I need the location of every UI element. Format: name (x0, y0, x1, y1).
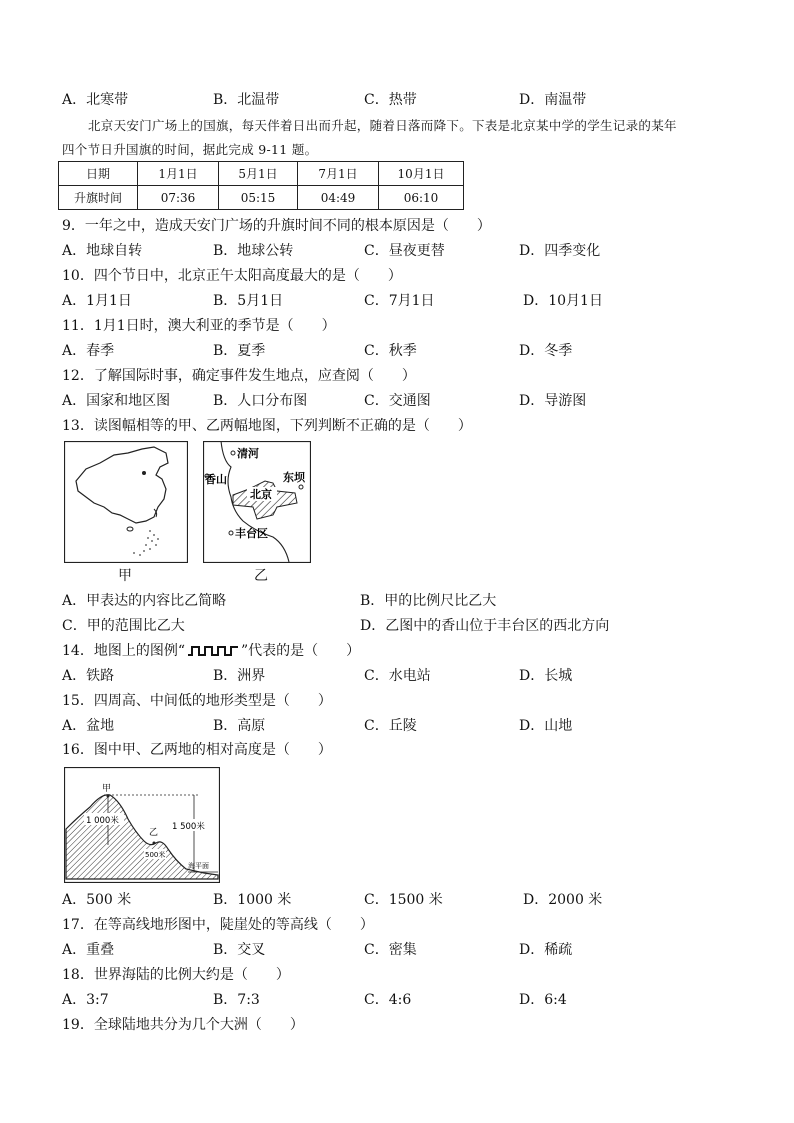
q8-option-d: D．南温带 (519, 92, 587, 108)
table-cell: 07:36 (138, 186, 219, 210)
hainan-island (127, 527, 133, 531)
table-cell: 05:15 (219, 186, 298, 210)
q15-stem: 15．四周高、中间低的地形类型是（ ） (62, 693, 332, 709)
sea-level-label: 海平面 (188, 862, 209, 870)
q15-option-b: B．高原 (213, 718, 266, 734)
table-header: 5月1日 (219, 162, 298, 186)
q11-stem: 11．1月1日时，澳大利亚的季节是（ ） (62, 318, 336, 334)
q17-option-d: D．稀疏 (519, 942, 573, 958)
q12-option-c: C．交通图 (364, 393, 431, 409)
q9-option-a: A．地球自转 (62, 243, 143, 259)
yi-point (153, 842, 156, 845)
q16-option-c: C．1500 米 (364, 892, 443, 908)
q18-option-b: B．7:3 (213, 992, 260, 1008)
q15-option-d: D．山地 (519, 718, 573, 734)
terrain-profile (64, 767, 220, 883)
map-yi-caption: 乙 (254, 568, 268, 584)
q13-stem: 13．读图幅相等的甲、乙两幅地图，下列判断不正确的是（ ） (62, 418, 472, 434)
q14-option-a: A．铁路 (62, 668, 115, 684)
q17-stem: 17．在等高线地形图中，陡崖处的等高线（ ） (62, 917, 374, 933)
q18-option-a: A．3:7 (62, 992, 109, 1008)
h1500-label: 1 500米 (172, 822, 205, 832)
q10-option-a: A．1月1日 (62, 293, 132, 309)
q15-option-a: A．盆地 (62, 718, 115, 734)
q10-option-c: C．7月1日 (364, 293, 435, 309)
beijing-dot (142, 471, 146, 475)
q14-stem-before: 14．地图上的图例“ (62, 643, 185, 659)
q12-option-d: D．导游图 (519, 393, 587, 409)
intro-line-1: 北京天安门广场上的国旗，每天伴着日出而升起，随着日落而降下。下表是北京某中学的学生记录的某年 (88, 118, 677, 133)
q16-stem: 16．图中甲、乙两地的相对高度是（ ） (62, 742, 332, 758)
h500-label: 500米 (145, 851, 166, 859)
table-header-row (59, 162, 464, 186)
jia-point (107, 795, 110, 798)
q19-stem: 19．全球陆地共分为几个大洲（ ） (62, 1017, 304, 1033)
q18-option-c: C．4:6 (364, 992, 412, 1008)
q10-option-b: B．5月1日 (213, 293, 284, 309)
great-wall-legend-icon (187, 645, 239, 657)
map-yi (203, 441, 311, 563)
table-header: 10月1日 (379, 162, 464, 186)
map-jia-caption: 甲 (118, 568, 132, 584)
table-header: 1月1日 (138, 162, 219, 186)
table-header: 日期 (59, 162, 138, 186)
q11-option-b: B．夏季 (213, 343, 266, 359)
q12-option-a: A．国家和地区图 (62, 393, 171, 409)
q13-option-b: B．甲的比例尺比乙大 (360, 593, 497, 609)
map-jia (64, 441, 188, 563)
q18-stem: 18．世界海陆的比例大约是（ ） (62, 967, 290, 983)
flag-time-table (58, 161, 464, 210)
beijing-label: 北京 (250, 488, 272, 501)
q9-option-d: D．四季变化 (519, 243, 601, 259)
q11-option-a: A．春季 (62, 343, 115, 359)
q14-stem-after: ”代表的是（ ） (240, 643, 361, 659)
q16-option-a: A．500 米 (62, 892, 132, 908)
q13-option-d: D．乙图中的香山位于丰台区的西北方向 (360, 618, 610, 634)
q8-option-b: B．北温带 (213, 92, 280, 108)
q14-option-b: B．洲界 (213, 668, 266, 684)
dongba-dot (299, 485, 303, 489)
intro-line-2: 四个节日升国旗的时间，据此完成 9-11 题。 (62, 142, 318, 157)
q17-option-c: C．密集 (364, 942, 417, 958)
table-header: 7月1日 (298, 162, 379, 186)
q9-option-c: C．昼夜更替 (364, 243, 445, 259)
xiangshan-label: 香山 (205, 473, 227, 486)
q16-option-d: D．2000 米 (523, 892, 603, 908)
jia-peak-label: 甲 (102, 784, 112, 794)
q12-option-b: B．人口分布图 (213, 393, 308, 409)
q10-stem: 10．四个节日中，北京正午太阳高度最大的是（ ） (62, 268, 402, 284)
qinghe-dot (231, 451, 235, 455)
yi-label: 乙 (149, 828, 159, 838)
q13-option-a: A．甲表达的内容比乙简略 (62, 593, 227, 609)
table-cell: 06:10 (379, 186, 464, 210)
fengtai-dot (229, 531, 233, 535)
h1000-label: 1 000米 (86, 816, 119, 826)
table-row-label: 升旗时间 (59, 186, 138, 210)
q10-option-d: D．10月1日 (523, 293, 603, 309)
q17-option-b: B．交叉 (213, 942, 266, 958)
fengtai-label: 丰台区 (235, 527, 268, 540)
q14-option-c: C．水电站 (364, 668, 431, 684)
q14-stem (62, 642, 360, 660)
q13-option-c: C．甲的范围比乙大 (62, 618, 185, 634)
qinghe-label: 清河 (237, 447, 259, 460)
q17-option-a: A．重叠 (62, 942, 115, 958)
table-row (59, 186, 464, 210)
q11-option-d: D．冬季 (519, 343, 573, 359)
q15-option-c: C．丘陵 (364, 718, 417, 734)
q9-option-b: B．地球公转 (213, 243, 294, 259)
q8-option-c: C．热带 (364, 92, 417, 108)
q8-option-a: A．北寒带 (62, 92, 129, 108)
q12-stem: 12．了解国际时事，确定事件发生地点，应查阅（ ） (62, 368, 416, 384)
q18-option-d: D．6:4 (519, 992, 567, 1008)
q16-option-b: B．1000 米 (213, 892, 292, 908)
q9-stem: 9．一年之中，造成天安门广场的升旗时间不同的根本原因是（ ） (62, 218, 491, 234)
dongba-label: 东坝 (283, 471, 305, 484)
q11-option-c: C．秋季 (364, 343, 417, 359)
q14-option-d: D．长城 (519, 668, 573, 684)
table-cell: 04:49 (298, 186, 379, 210)
